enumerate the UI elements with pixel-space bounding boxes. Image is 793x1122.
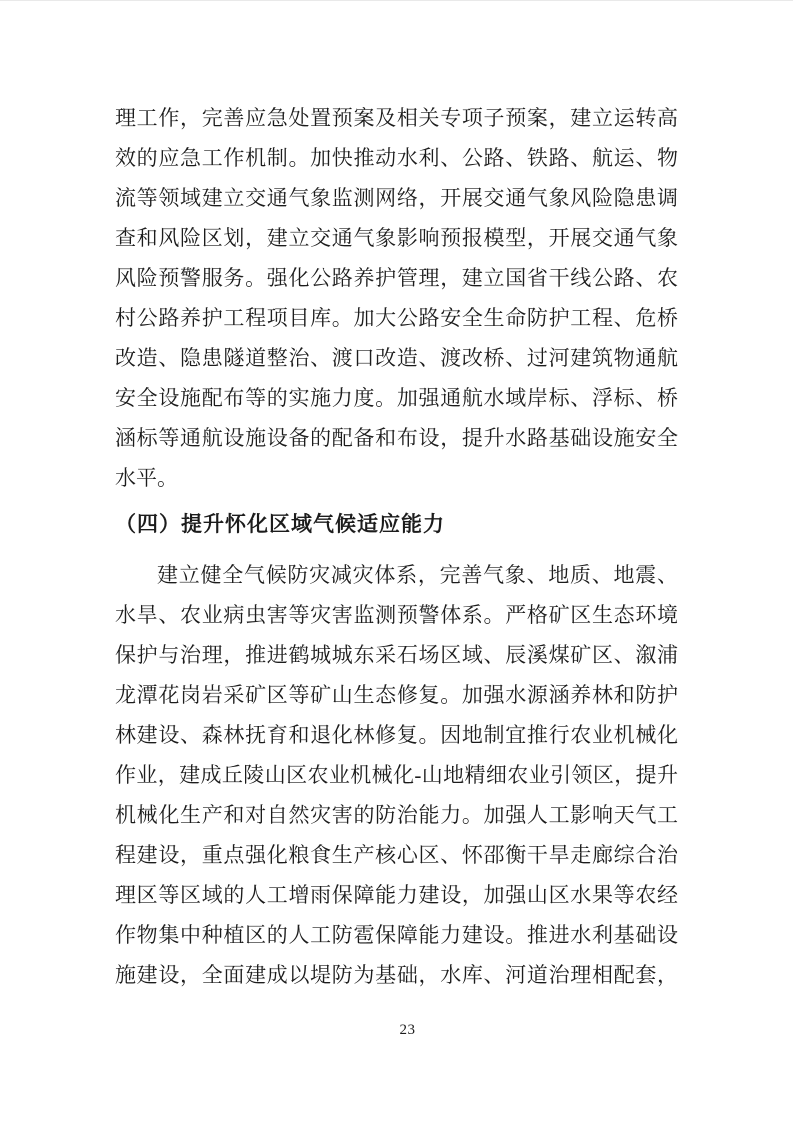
text-line: 风险预警服务。强化公路养护管理，建立国省干线公路、农 <box>115 266 678 290</box>
text-line: 理工作，完善应急处置预案及相关专项子预案，建立运转高 <box>115 106 678 130</box>
paragraph <box>115 555 678 995</box>
text-line: 林建设、森林抚育和退化林修复。因地制宜推行农业机械化 <box>115 723 678 747</box>
text-line: 安全设施配布等的实施力度。加强通航水域岸标、浮标、桥 <box>115 386 678 410</box>
text-line: 作业，建成丘陵山区农业机械化-山地精细农业引领区，提升 <box>115 763 678 787</box>
paragraph <box>115 98 678 498</box>
text-line: 机械化生产和对自然灾害的防治能力。加强人工影响天气工 <box>115 803 678 827</box>
text-line: 水平。 <box>115 466 178 490</box>
text-line: 流等领域建立交通气象监测网络，开展交通气象风险隐患调 <box>115 186 678 210</box>
text-line: 村公路养护工程项目库。加大公路安全生命防护工程、危桥 <box>115 306 678 330</box>
text-line: 水旱、农业病虫害等灾害监测预警体系。严格矿区生态环境 <box>115 603 678 627</box>
text-line: 程建设，重点强化粮食生产核心区、怀邵衡干旱走廊综合治 <box>115 843 678 867</box>
text-line: 施建设，全面建成以堤防为基础，水库、河道治理相配套， <box>115 963 678 987</box>
page-number: 23 <box>399 1022 416 1038</box>
text-line: 查和风险区划，建立交通气象影响预报模型，开展交通气象 <box>115 226 678 250</box>
text-line: 保护与治理，推进鹤城城东采石场区域、辰溪煤矿区、溆浦 <box>115 643 678 667</box>
text-line: 理区等区域的人工增雨保障能力建设，加强山区水果等农经 <box>115 883 678 907</box>
text-line: 改造、隐患隧道整治、渡口改造、渡改桥、过河建筑物通航 <box>115 346 678 370</box>
text-line: 涵标等通航设施设备的配备和布设，提升水路基础设施安全 <box>115 426 678 450</box>
text-line: 效的应急工作机制。加快推动水利、公路、铁路、航运、物 <box>115 146 678 170</box>
text-line: 龙潭花岗岩采矿区等矿山生态修复。加强水源涵养林和防护 <box>115 683 678 707</box>
text-line: 建立健全气候防灾减灾体系，完善气象、地质、地震、 <box>157 563 678 587</box>
text-line: 作物集中种植区的人工防雹保障能力建设。推进水利基础设 <box>115 923 678 947</box>
document-body <box>115 98 678 995</box>
section-heading: （四）提升怀化区域气候适应能力 <box>115 512 445 536</box>
